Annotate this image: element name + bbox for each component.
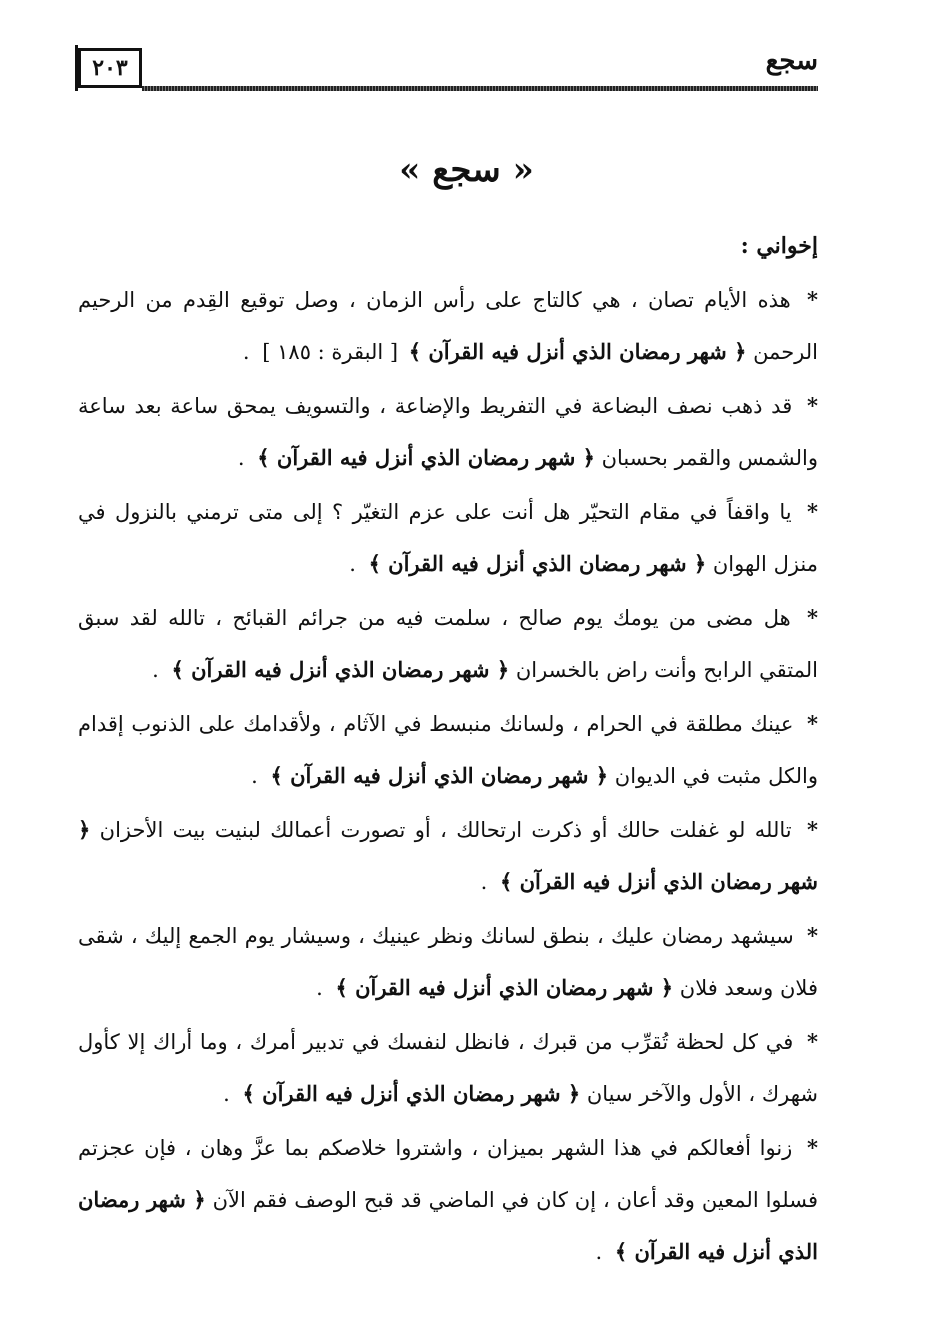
verse-reference: [ البقرة : ١٨٥ ]: [262, 340, 399, 364]
paragraph-text: تالله لو غفلت حالك أو ذكرت ارتحالك ، أو تصورت أعمالك لبنيت بيت الأحزان: [99, 818, 792, 842]
quran-verse: ﴿ شهر رمضان الذي أنزل فيه القرآن ﴾: [78, 817, 818, 894]
star-marker: *: [807, 605, 818, 630]
paragraph-text: هذه الأيام تصان ، هي كالتاج على رأس الزمان ، وصل توقيع القِدم من الرحيم الرحمن: [78, 288, 818, 364]
paragraph: [78, 486, 818, 590]
greeting: إخواني :: [740, 233, 818, 259]
star-marker: *: [807, 1029, 818, 1054]
header-rule: [142, 86, 818, 91]
paragraph-text: في كل لحظة تُقرِّب من قبرك ، فانظل لنفسك في تدبير أمرك ، وما أراك إلا كأول شهرك ، الأول والآخر سيان: [78, 1030, 818, 1106]
quran-verse: ﴿ شهر رمضان الذي أنزل فيه القرآن ﴾: [335, 975, 674, 1000]
star-marker: *: [807, 393, 818, 418]
paragraph-end: .: [349, 552, 356, 576]
paragraph: [78, 1016, 818, 1120]
page-header: [78, 42, 818, 98]
page-body: [78, 220, 818, 1280]
paragraph: [78, 910, 818, 1014]
paragraph-text: عينك مطلقة في الحرام ، ولسانك منبسط في الآثام ، ولأقدامك على الذنوب إقدام والكل مثبت في الديوان: [78, 712, 818, 788]
paragraph-end: .: [237, 446, 245, 470]
paragraph: [78, 592, 818, 696]
paragraph: [78, 274, 818, 378]
star-marker: *: [807, 817, 818, 842]
paragraph-end: .: [223, 1082, 230, 1106]
paragraph-end: .: [595, 1240, 603, 1264]
quran-verse: ﴿ شهر رمضان الذي أنزل فيه القرآن ﴾: [408, 339, 747, 364]
quran-verse: ﴿ شهر رمضان الذي أنزل فيه القرآن ﴾: [368, 551, 707, 576]
star-marker: *: [807, 923, 818, 948]
paragraph: [78, 804, 818, 908]
paragraph: [78, 698, 818, 802]
section-title: « سجع »: [399, 150, 534, 190]
paragraph-end: .: [152, 658, 159, 682]
star-marker: *: [807, 1135, 818, 1160]
star-marker: *: [807, 711, 818, 736]
page-number: ٢٠٣: [78, 48, 142, 88]
paragraph-text: هل مضى من يومك يوم صالح ، سلمت فيه من جرائم القبائح ، تالله لقد سبق المتقي الرابح وأنت راض بالخسران: [78, 606, 818, 682]
paragraph-text: زنوا أفعالكم في هذا الشهر بميزان ، واشتروا خلاصكم بما عزَّ وهان ، فإن عجزتم فسلوا المعين وقد أعان ، إن كان في الماضي قد قبح الوصف فقم الآن: [78, 1136, 818, 1212]
paragraph-end: .: [316, 976, 323, 1000]
paragraph-text: يا واقفاً في مقام التحيّر هل أنت على عزم التغيّر ؟ إلى متى ترمني بالنزول في منزل الهوان: [78, 500, 818, 576]
quran-verse: ﴿ شهر رمضان الذي أنزل فيه القرآن ﴾: [257, 445, 595, 470]
paragraph: [78, 380, 818, 484]
star-marker: *: [807, 499, 818, 524]
paragraph-end: .: [242, 340, 250, 364]
running-title: سجع: [765, 46, 818, 76]
star-marker: *: [807, 287, 818, 312]
quran-verse: ﴿ شهر رمضان الذي أنزل فيه القرآن ﴾: [78, 1187, 818, 1264]
quran-verse: ﴿ شهر رمضان الذي أنزل فيه القرآن ﴾: [171, 657, 510, 682]
quran-verse: ﴿ شهر رمضان الذي أنزل فيه القرآن ﴾: [242, 1081, 581, 1106]
paragraph-end: .: [480, 870, 488, 894]
paragraph-end: .: [251, 764, 258, 788]
quran-verse: ﴿ شهر رمضان الذي أنزل فيه القرآن ﴾: [270, 763, 609, 788]
paragraph: [78, 1122, 818, 1278]
paragraph-text: سيشهد رمضان عليك ، بنطق لسانك ونظر عينيك ، وسيشار يوم الجمع إليك ، شقى فلان وسعد فلان: [78, 924, 818, 1000]
paragraph-text: قد ذهب نصف البضاعة في التفريط والإضاعة ، والتسويف يمحق ساعة بعد ساعة والشمس والقمر بحسبان: [78, 394, 818, 470]
